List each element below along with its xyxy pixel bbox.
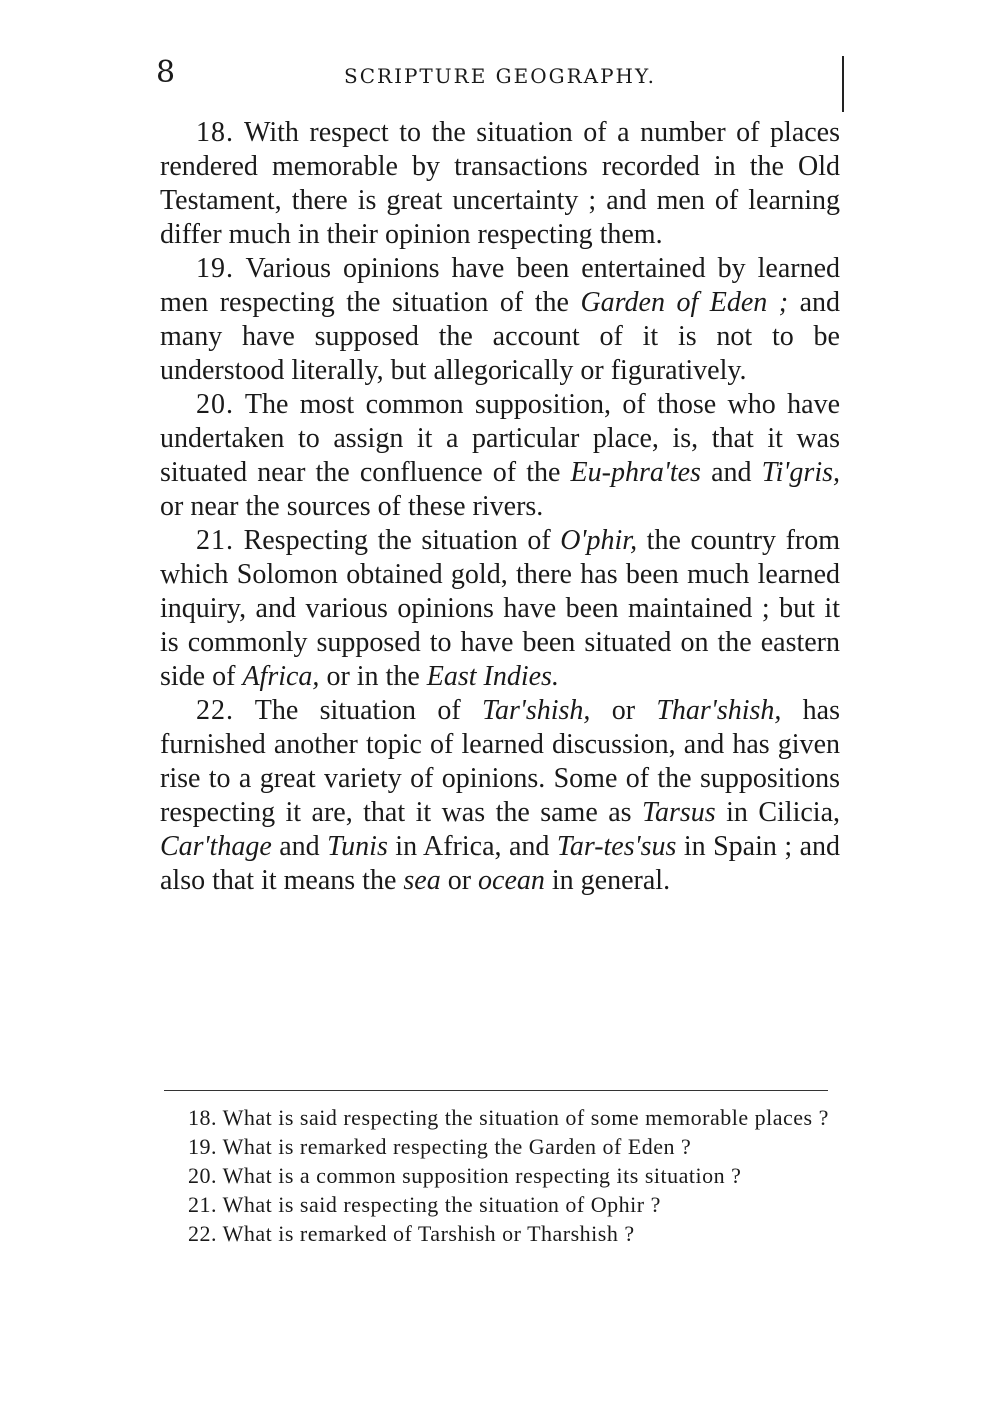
paragraph-text: the country from which Solomon obtained gold, there has been much learned inquiry, and various opinions have been maintained ; but it is commonly supposed to have been situated on the eastern side of [160, 525, 840, 692]
paragraph-text: and many have supposed the account of it is not to be understood literally, but allegorically or figuratively. [160, 287, 841, 386]
question-item: 19. What is remarked respecting the Garden of Eden ? [188, 1134, 692, 1159]
italic-term: Car'thage [160, 831, 272, 862]
italic-term: Tarsus [641, 797, 716, 828]
paragraph-number: 20. [196, 389, 234, 420]
italic-term: sea [403, 865, 441, 896]
paragraph-20 [160, 388, 840, 524]
paragraph-text: or in the [319, 661, 427, 692]
italic-term: Tar-tes'sus [556, 831, 677, 862]
italic-term: Africa, [242, 661, 320, 692]
paragraph-19 [160, 252, 840, 388]
paragraph-number: 19. [196, 253, 234, 284]
paragraph-text: in Spain ; and also that it means the [160, 831, 841, 896]
paragraph-text: in general. [544, 865, 671, 896]
paragraph-text: and [271, 831, 328, 862]
body-text [160, 116, 840, 898]
footnote-rule [164, 1090, 828, 1091]
paragraph-text: The most common supposition, of those who have undertaken to assign it a particular place, is, that it was situated near the confluence of the [160, 389, 840, 488]
italic-term: East Indies. [426, 661, 559, 692]
paragraph-text: The situation of [234, 695, 482, 726]
paragraph-text: in Cilicia, [715, 797, 840, 828]
italic-term: ocean [478, 865, 545, 896]
italic-term: Eu-phra'tes [570, 457, 701, 488]
paragraph-21 [160, 524, 840, 694]
paragraph-text: in Africa, and [387, 831, 557, 862]
italic-term: Garden of Eden ; [580, 287, 789, 318]
page-edge-mark [842, 56, 844, 112]
running-head: SCRIPTURE GEOGRAPHY. [344, 64, 656, 88]
page-number: 8 [156, 55, 176, 90]
paragraph-number: 18. [196, 117, 234, 148]
paragraph-text: Various opinions have been entertained by learned men respecting the situation of the [160, 253, 840, 318]
review-questions [162, 1103, 838, 1248]
paragraph-text: With respect to the situation of a number of places rendered memorable by transactions recorded in the Old Testament, there is great uncertainty ; and men of learning differ much in their opinion respecting them. [160, 117, 840, 250]
paragraph-22 [160, 694, 840, 898]
italic-term: Tar'shish, [481, 695, 591, 726]
question-item: 18. What is said respecting the situation of some memorable places ? [188, 1105, 829, 1130]
paragraph-number: 21. [196, 525, 234, 556]
paragraph-text: has furnished another topic of learned discussion, and has given rise to a great variety of opinions. Some of the suppositions respecting it are, that it was the same as [160, 695, 841, 828]
italic-term: O'phir, [560, 525, 638, 556]
italic-term: Ti'gris, [761, 457, 840, 488]
italic-term: Thar'shish, [656, 695, 782, 726]
paragraph-18 [160, 116, 840, 252]
question-item: 22. What is remarked of Tarshish or Tharshish ? [188, 1221, 635, 1246]
paragraph-text: or near the sources of these rivers. [160, 491, 544, 522]
paragraph-text: and [700, 457, 762, 488]
paragraph-text: or [590, 695, 657, 726]
question-item: 20. What is a common supposition respecting its situation ? [188, 1163, 742, 1188]
question-item: 21. What is said respecting the situation of Ophir ? [188, 1192, 661, 1217]
paragraph-text: or [440, 865, 479, 896]
italic-term: Tunis [327, 831, 388, 862]
paragraph-number: 22. [196, 695, 234, 726]
paragraph-text: Respecting the situation of [234, 525, 561, 556]
